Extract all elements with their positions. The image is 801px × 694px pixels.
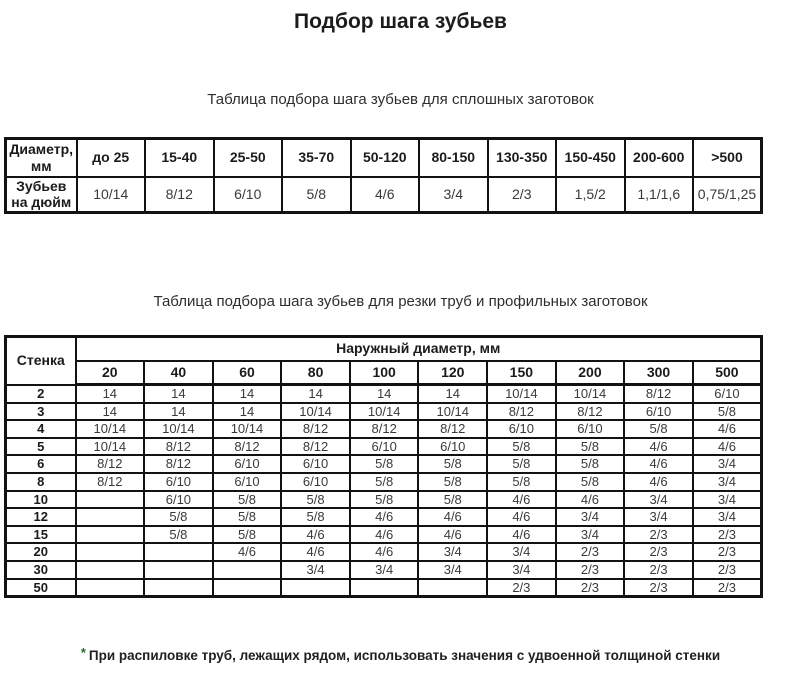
pitch-value-cell [350,579,419,597]
pitch-value-cell: 8/12 [350,420,419,438]
pitch-value-cell: 14 [350,385,419,403]
pitch-value-cell: 3/4 [350,561,419,579]
pitch-value-cell: 5/8 [144,508,213,526]
pitch-value-cell: 8/12 [144,455,213,473]
pitch-value-cell: 3/4 [693,473,762,491]
table2-header [6,337,762,385]
table-row [6,420,762,438]
outer-diameter-header: Наружный диаметр, мм [76,337,762,361]
pitch-value-cell: 10/14 [213,420,282,438]
pitch-value-cell: 3/4 [418,543,487,561]
table-row [6,473,762,491]
pitch-value-cell: 6/10 [624,403,693,421]
column-header-cell: 80 [281,361,350,385]
table1-body [6,139,762,213]
solid-stock-pitch-table [4,137,763,214]
pitch-value-cell: 5/8 [350,473,419,491]
table2-body [6,385,762,597]
pitch-value-cell: 4/6 [487,526,556,544]
pitch-value-cell: 14 [76,403,145,421]
table-row [6,403,762,421]
pitch-value-cell [213,579,282,597]
pitch-value-cell: 2/3 [488,177,557,213]
pitch-value-cell: 5/8 [556,473,625,491]
pitch-value-cell: 8/12 [76,473,145,491]
pitch-value-cell: 6/10 [281,473,350,491]
wall-thickness-cell: 15 [6,526,76,544]
column-header-cell: 60 [213,361,282,385]
column-header-cell: 25-50 [214,139,283,177]
pitch-value-cell: 10/14 [76,420,145,438]
pitch-value-cell: 3/4 [418,561,487,579]
pitch-value-cell: 1,5/2 [556,177,625,213]
footnote-text: При распиловке труб, лежащих рядом, использовать значения с удвоенной толщиной стенки [88,648,721,663]
pitch-value-cell: 6/10 [556,420,625,438]
pipe-profile-pitch-table [4,335,763,598]
wall-column-header: Стенка [6,337,76,385]
pitch-value-cell: 8/12 [556,403,625,421]
pitch-value-cell: 3/4 [487,543,556,561]
pitch-value-cell: 5/8 [213,526,282,544]
pitch-value-cell: 3/4 [556,508,625,526]
pitch-value-cell: 2/3 [693,543,762,561]
pitch-value-cell: 2/3 [556,579,625,597]
table-row [6,438,762,456]
pitch-value-cell: 10/14 [76,438,145,456]
pitch-value-cell: 6/10 [418,438,487,456]
pitch-value-cell: 5/8 [281,508,350,526]
pitch-value-cell: 4/6 [350,526,419,544]
pitch-value-cell: 5/8 [418,473,487,491]
diameter-columns-row [6,361,762,385]
column-header-cell: 35-70 [282,139,351,177]
pitch-value-cell: 5/8 [213,491,282,509]
pitch-value-cell: 5/8 [487,455,556,473]
pitch-value-cell: 6/10 [144,473,213,491]
wall-thickness-cell: 6 [6,455,76,473]
table-row [6,491,762,509]
column-header-cell: 20 [76,361,145,385]
pitch-value-cell: 4/6 [281,543,350,561]
pitch-value-cell: 5/8 [350,455,419,473]
pitch-value-cell: 4/6 [624,455,693,473]
wall-thickness-cell: 50 [6,579,76,597]
pitch-value-cell: 5/8 [693,403,762,421]
pitch-value-cell: 6/10 [214,177,283,213]
pitch-value-cell: 10/14 [144,420,213,438]
pitch-value-cell: 2/3 [624,561,693,579]
pitch-value-cell: 10/14 [487,385,556,403]
pitch-value-cell: 5/8 [487,473,556,491]
pitch-value-cell: 4/6 [487,491,556,509]
pitch-value-cell: 8/12 [418,420,487,438]
pitch-value-cell: 3/4 [693,455,762,473]
pitch-value-cell [144,561,213,579]
column-header-cell: 500 [693,361,762,385]
pitch-value-cell: 10/14 [350,403,419,421]
wall-thickness-cell: 30 [6,561,76,579]
column-header-cell: до 25 [77,139,146,177]
pitch-value-cell: 8/12 [624,385,693,403]
pitch-value-cell: 3/4 [693,491,762,509]
pitch-value-cell: 10/14 [281,403,350,421]
wall-thickness-cell: 3 [6,403,76,421]
wall-thickness-cell: 5 [6,438,76,456]
pitch-value-cell: 4/6 [350,508,419,526]
column-header-cell: 40 [144,361,213,385]
table-row [6,579,762,597]
pitch-value-cell: 6/10 [213,455,282,473]
table-row [6,543,762,561]
pitch-value-cell: Зубьев на дюйм [6,177,77,213]
pitch-value-cell [144,579,213,597]
pitch-value-cell: 14 [281,385,350,403]
pitch-value-cell: 4/6 [693,420,762,438]
pitch-value-cell: 6/10 [487,420,556,438]
column-header-cell: 130-350 [488,139,557,177]
table2-span-header-row [6,337,762,361]
pitch-value-cell: 3/4 [693,508,762,526]
pitch-value-cell [76,508,145,526]
pitch-value-cell: 2/3 [693,579,762,597]
pitch-value-cell: 3/4 [487,561,556,579]
pitch-value-cell: 2/3 [693,526,762,544]
pitch-value-cell: 4/6 [624,438,693,456]
pitch-value-cell [144,543,213,561]
table1-header-row [6,139,762,177]
pitch-value-cell: 5/8 [350,491,419,509]
column-header-cell: Диаметр, мм [6,139,77,177]
table-row [6,455,762,473]
pitch-value-cell: 14 [213,403,282,421]
pitch-value-cell: 14 [144,385,213,403]
page-title: Подбор шага зубьев [294,10,507,33]
pitch-value-cell: 14 [144,403,213,421]
pitch-value-cell: 5/8 [418,455,487,473]
pitch-value-cell: 2/3 [624,543,693,561]
pitch-value-cell: 2/3 [624,526,693,544]
pitch-value-cell: 5/8 [487,438,556,456]
wall-thickness-cell: 8 [6,473,76,491]
pitch-value-cell: 6/10 [281,455,350,473]
pitch-value-cell: 3/4 [624,508,693,526]
footnote-asterisk: * [80,645,86,660]
pitch-value-cell: 1,1/1,6 [625,177,694,213]
pitch-value-cell: 6/10 [350,438,419,456]
pitch-value-cell [76,561,145,579]
column-header-cell: 50-120 [351,139,420,177]
pitch-value-cell [76,491,145,509]
pitch-value-cell: 3/4 [556,526,625,544]
pitch-value-cell: 5/8 [556,438,625,456]
pitch-value-cell: 14 [418,385,487,403]
column-header-cell: 15-40 [145,139,214,177]
pitch-value-cell: 4/6 [556,491,625,509]
pitch-value-cell: 5/8 [282,177,351,213]
pitch-value-cell: 2/3 [487,579,556,597]
pitch-value-cell: 5/8 [556,455,625,473]
pitch-value-cell [418,579,487,597]
column-header-cell: >500 [693,139,762,177]
column-header-cell: 120 [418,361,487,385]
pitch-value-cell: 4/6 [350,543,419,561]
pitch-value-cell [281,579,350,597]
pitch-value-cell [76,543,145,561]
pitch-value-cell: 4/6 [487,508,556,526]
pitch-value-cell: 2/3 [693,561,762,579]
pitch-value-cell: 8/12 [281,438,350,456]
column-header-cell: 80-150 [419,139,488,177]
pitch-value-cell: 5/8 [281,491,350,509]
pitch-value-cell: 8/12 [144,438,213,456]
pitch-value-cell: 8/12 [213,438,282,456]
pitch-value-cell: 4/6 [213,543,282,561]
pitch-value-cell: 10/14 [418,403,487,421]
table-row [6,561,762,579]
wall-thickness-cell: 4 [6,420,76,438]
column-header-cell: 150-450 [556,139,625,177]
table1-caption: Таблица подбора шага зубьев для сплошных заготовок [207,91,594,108]
pitch-value-cell: 8/12 [487,403,556,421]
pitch-value-cell: 4/6 [624,473,693,491]
wall-thickness-cell: 20 [6,543,76,561]
pitch-value-cell: 5/8 [144,526,213,544]
pitch-value-cell: 2/3 [556,543,625,561]
table-row [6,526,762,544]
table2-caption: Таблица подбора шага зубьев для резки труб и профильных заготовок [153,293,648,310]
pitch-value-cell: 14 [213,385,282,403]
pitch-value-cell: 6/10 [144,491,213,509]
wall-thickness-cell: 2 [6,385,76,403]
pitch-value-cell: 4/6 [281,526,350,544]
pitch-value-cell: 8/12 [281,420,350,438]
pitch-value-cell: 5/8 [213,508,282,526]
pitch-value-cell: 6/10 [213,473,282,491]
column-header-cell: 300 [624,361,693,385]
pitch-value-cell: 2/3 [624,579,693,597]
column-header-cell: 150 [487,361,556,385]
pitch-value-cell: 10/14 [556,385,625,403]
pitch-value-cell: 5/8 [418,491,487,509]
column-header-cell: 200 [556,361,625,385]
pitch-value-cell: 8/12 [145,177,214,213]
table1-value-row [6,177,762,213]
pitch-value-cell [76,579,145,597]
pitch-value-cell: 10/14 [77,177,146,213]
pitch-value-cell [213,561,282,579]
pitch-value-cell: 0,75/1,25 [693,177,762,213]
pitch-value-cell: 3/4 [281,561,350,579]
pitch-value-cell: 8/12 [76,455,145,473]
table-row [6,385,762,403]
column-header-cell: 200-600 [625,139,694,177]
pitch-value-cell: 3/4 [419,177,488,213]
wall-thickness-cell: 12 [6,508,76,526]
pitch-value-cell: 4/6 [693,438,762,456]
pitch-value-cell: 4/6 [418,526,487,544]
pitch-value-cell: 3/4 [624,491,693,509]
column-header-cell: 100 [350,361,419,385]
wall-thickness-cell: 10 [6,491,76,509]
pitch-value-cell: 4/6 [418,508,487,526]
pitch-value-cell: 4/6 [351,177,420,213]
pitch-value-cell: 14 [76,385,145,403]
pitch-value-cell: 2/3 [556,561,625,579]
table-row [6,508,762,526]
pitch-value-cell: 6/10 [693,385,762,403]
footnote [0,645,801,663]
pitch-value-cell: 5/8 [624,420,693,438]
pitch-value-cell [76,526,145,544]
